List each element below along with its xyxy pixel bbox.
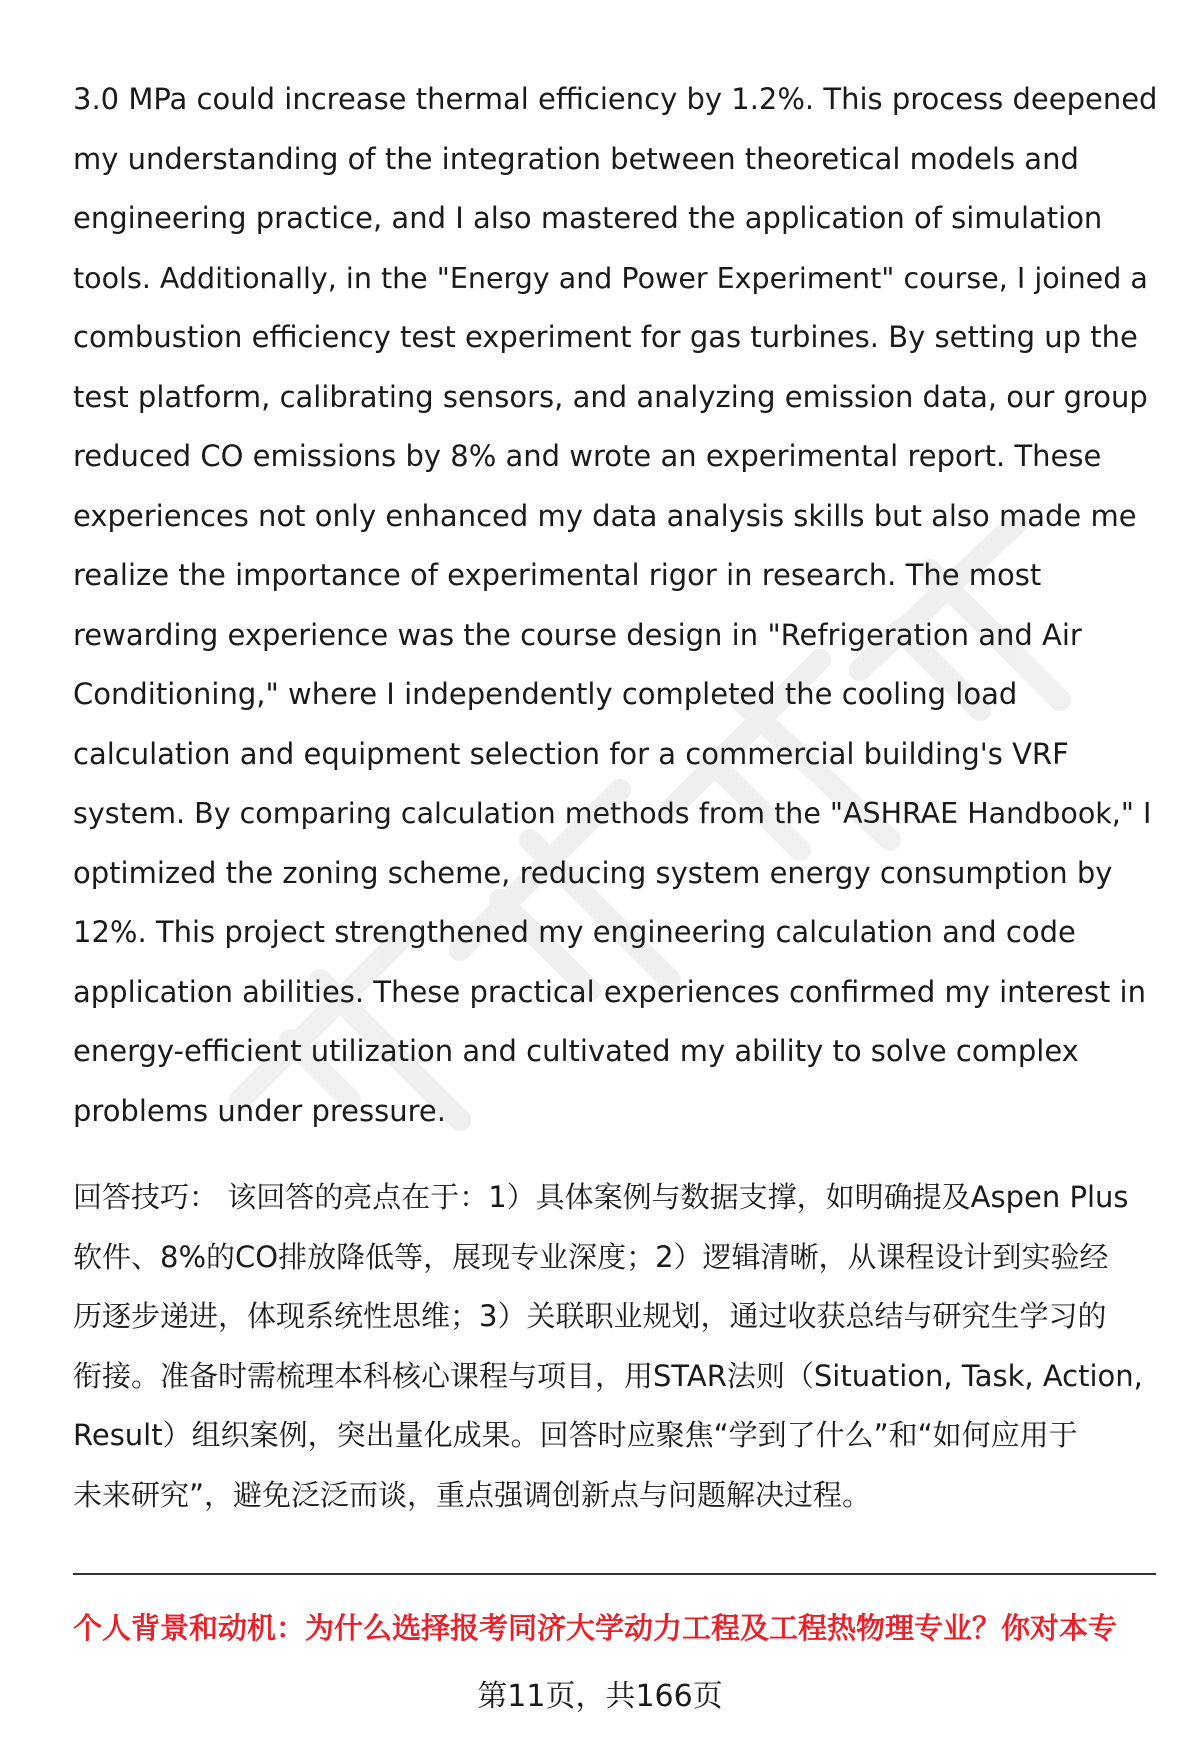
body-line: combustion efficiency test experiment for gas turbines. By setting up the bbox=[73, 320, 1138, 354]
body-line: realize the importance of experimental rigor in research. The most bbox=[73, 558, 1042, 592]
tips-line: 未来研究”，避免泛泛而谈，重点强调创新点与问题解决过程。 bbox=[73, 1477, 872, 1512]
body-line: problems under pressure. bbox=[73, 1093, 446, 1128]
body-line: engineering practice, and I also mastered the application of simulation bbox=[73, 201, 1103, 235]
body-line: reduced CO emissions by 8% and wrote an experimental report. These bbox=[73, 439, 1102, 473]
body-line: 3.0 MPa could increase thermal efficiency by 1.2%. This process deepened bbox=[73, 82, 1158, 116]
body-line: my understanding of the integration between theoretical models and bbox=[73, 141, 1079, 176]
body-line: application abilities. These practical experiences confirmed my interest in bbox=[73, 974, 1146, 1009]
body-line: rewarding experience was the course design in "Refrigeration and Air bbox=[73, 617, 1082, 652]
page-number: 第11页，共166页 bbox=[477, 1679, 723, 1714]
body-line: system. By comparing calculation methods from the "ASHRAE Handbook," I bbox=[73, 797, 1152, 830]
body-line: Conditioning," where I independently completed the cooling load bbox=[73, 677, 1018, 711]
body-line: 12%. This project strengthened my engineering calculation and code bbox=[73, 915, 1076, 949]
section-divider bbox=[73, 1573, 1156, 1575]
body-line: energy-efficient utilization and cultivated my ability to solve complex bbox=[73, 1034, 1079, 1068]
body-line: test platform, calibrating sensors, and analyzing emission data, our group bbox=[73, 379, 1148, 414]
tips-line: Result）组织案例，突出量化成果。回答时应聚焦“学到了什么”和“如何应用于 bbox=[73, 1418, 1078, 1452]
body-line: calculation and equipment selection for a commercial building's VRF bbox=[73, 736, 1069, 771]
answer-tips-paragraph bbox=[73, 1168, 1158, 1525]
tips-line: 衔接。准备时需梳理本科核心课程与项目，用STAR法则（Situation, Task, Action, bbox=[73, 1358, 1143, 1393]
body-line: experiences not only enhanced my data analysis skills but also made me bbox=[73, 498, 1137, 533]
body-line: optimized the zoning scheme, reducing system energy consumption by bbox=[73, 855, 1113, 890]
tips-line: 历逐步递进，体现系统性思维；3）关联职业规划，通过收获总结与研究生学习的 bbox=[73, 1299, 1107, 1333]
tips-line: 软件、8%的CO排放降低等，展现专业深度；2）逻辑清晰，从课程设计到实验经 bbox=[73, 1239, 1109, 1274]
next-question-heading: 个人背景和动机：为什么选择报考同济大学动力工程及工程热物理专业？你对本专 bbox=[73, 1611, 1118, 1645]
tips-line: 回答技巧： 该回答的亮点在于：1）具体案例与数据支撑，如明确提及Aspen Plus bbox=[73, 1180, 1129, 1214]
body-paragraph bbox=[73, 70, 1158, 1141]
body-line: tools. Additionally, in the "Energy and Power Experiment" course, I joined a bbox=[73, 261, 1148, 295]
